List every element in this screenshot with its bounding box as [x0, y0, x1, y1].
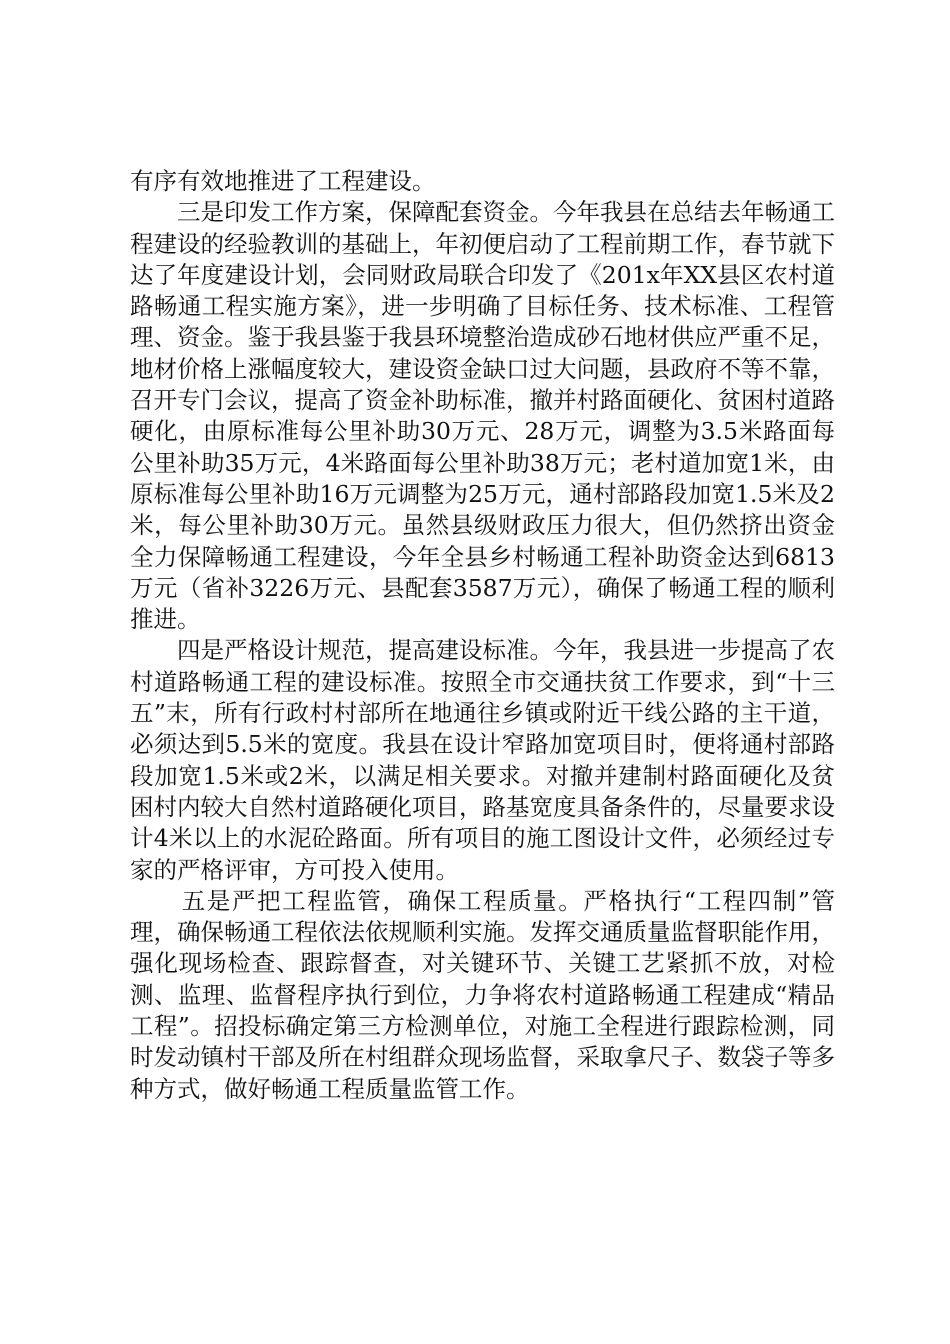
paragraph-funding: 三是印发工作方案，保障配套资金。今年我县在总结去年畅通工程建设的经验教训的基础上，年初便启动了工程前期工作，春节就下达了年度建设计划，会同财政局联合印发了《201x年XX县区农村道路畅通工程实施方案》，进一步明确了目标任务、技术标准、工程管理、资金。鉴于我县鉴于我县环境整治造成砂石地材供应严重不足，地材价格上涨幅度较大，建设资金缺口过大问题，县政府不等不靠，召开专门会议，提高了资金补助标准，撤并村路面硬化、贫困村道路硬化，由原标准每公里补助30万元、28万元，调整为3.5米路面每公里补助35万元，4米路面每公里补助38万元；老村道加宽1米，由原标准每公里补助16万元调整为25万元，通村部路段加宽1.5米及2米，每公里补助30万元。虽然县级财政压力很大，但仍然挤出资金全力保障畅通工程建设，今年全县乡村畅通工程补助资金达到6813万元（省补3226万元、县配套3587万元），确保了畅通工程的顺利推进。: [130, 198, 835, 634]
paragraph-design-standards: 四是严格设计规范，提高建设标准。今年，我县进一步提高了农村道路畅通工程的建设标准。按照全市交通扶贫工作要求，到“十三五”末，所有行政村村部所在地通往乡镇或附近干线公路的主干道，必须达到5.5米的宽度。我县在设计窄路加宽项目时，便将通村部路段加宽1.5米或2米，以满足相关要求。对撤并建制村路面硬化及贫困村内较大自然村道路硬化项目，路基宽度具备条件的，尽量要求设计4米以上的水泥砼路面。所有项目的施工图设计文件，必须经过专家的严格评审，方可投入使用。: [130, 636, 835, 884]
document-body: [130, 166, 835, 1105]
paragraph-quality-supervision: 五是严把工程监管，确保工程质量。严格执行“工程四制”管理，确保畅通工程依法依规顺利实施。发挥交通质量监督职能作用，强化现场检查、跟踪督查，对关键环节、关键工艺紧抓不放，对检测、监理、监督程序执行到位，力争将农村道路畅通工程建成“精品工程”。招投标确定第三方检测单位，对施工全程进行跟踪检测，同时发动镇村干部及所在村组群众现场监督，采取拿尺子、数袋子等多种方式，做好畅通工程质量监管工作。: [130, 886, 835, 1103]
paragraph-continuation: 有序有效地推进了工程建设。: [130, 167, 436, 195]
